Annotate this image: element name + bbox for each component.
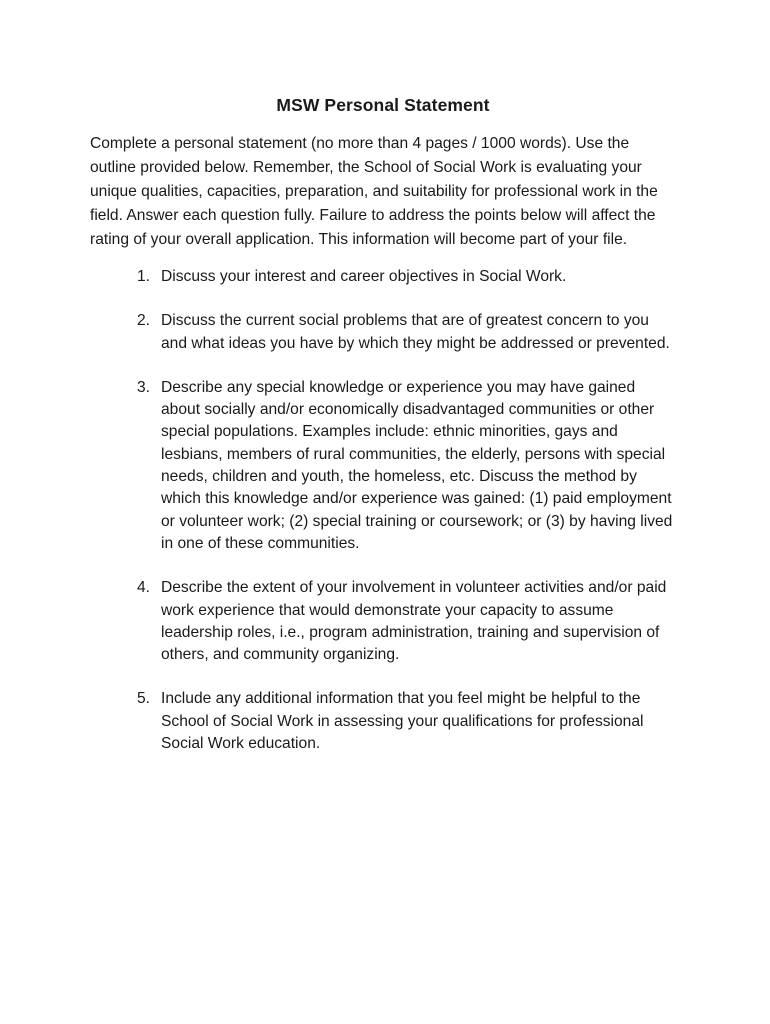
question-item-5 — [137, 688, 676, 755]
question-text: Include any additional information that you feel might be helpful to the School of Social Work in assessing your qualifications for professional Social Work education. — [161, 690, 644, 753]
question-text: Discuss your interest and career objectives in Social Work. — [161, 268, 567, 285]
question-number: 3. — [137, 378, 151, 396]
document-title: MSW Personal Statement — [276, 95, 490, 115]
question-item-4 — [137, 577, 676, 666]
question-item-2 — [137, 310, 676, 355]
question-number: 1. — [137, 268, 151, 285]
question-text: Discuss the current social problems that are of greatest concern to you and what ideas you have by which they might be addressed or prevented. — [161, 312, 670, 352]
question-number: 2. — [137, 312, 151, 330]
intro-paragraph: Complete a personal statement (no more than 4 pages / 1000 words). Use the outline provided below. Remember, the School of Social Work is evaluating your unique qualities, capacities, preparation, and suitability for professional work in the field. Answer each question fully. Failure to address the points below will affect the rating of your overall application. This information will become part of your file. — [90, 135, 658, 248]
question-number: 4. — [137, 579, 151, 597]
question-number: 5. — [137, 690, 151, 708]
question-list — [90, 266, 676, 755]
question-item-3 — [137, 377, 676, 555]
question-text: Describe the extent of your involvement in volunteer activities and/or paid work experience that would demonstrate your capacity to assume leadership roles, i.e., program administration, training and supervision of others, and community organizing. — [161, 579, 667, 664]
question-item-1 — [137, 266, 676, 288]
question-text: Describe any special knowledge or experience you may have gained about socially and/or economically disadvantaged communities or other special populations. Examples include: ethnic minorities, gays and lesbians, members of rural communities, the elderly, persons with special needs, children and youth, the homeless, etc. Discuss the method by which this knowledge and/or experience was gained: (1) paid employment or volunteer work; (2) special training or coursework; or (3) by having lived in one of these communities. — [161, 378, 673, 552]
